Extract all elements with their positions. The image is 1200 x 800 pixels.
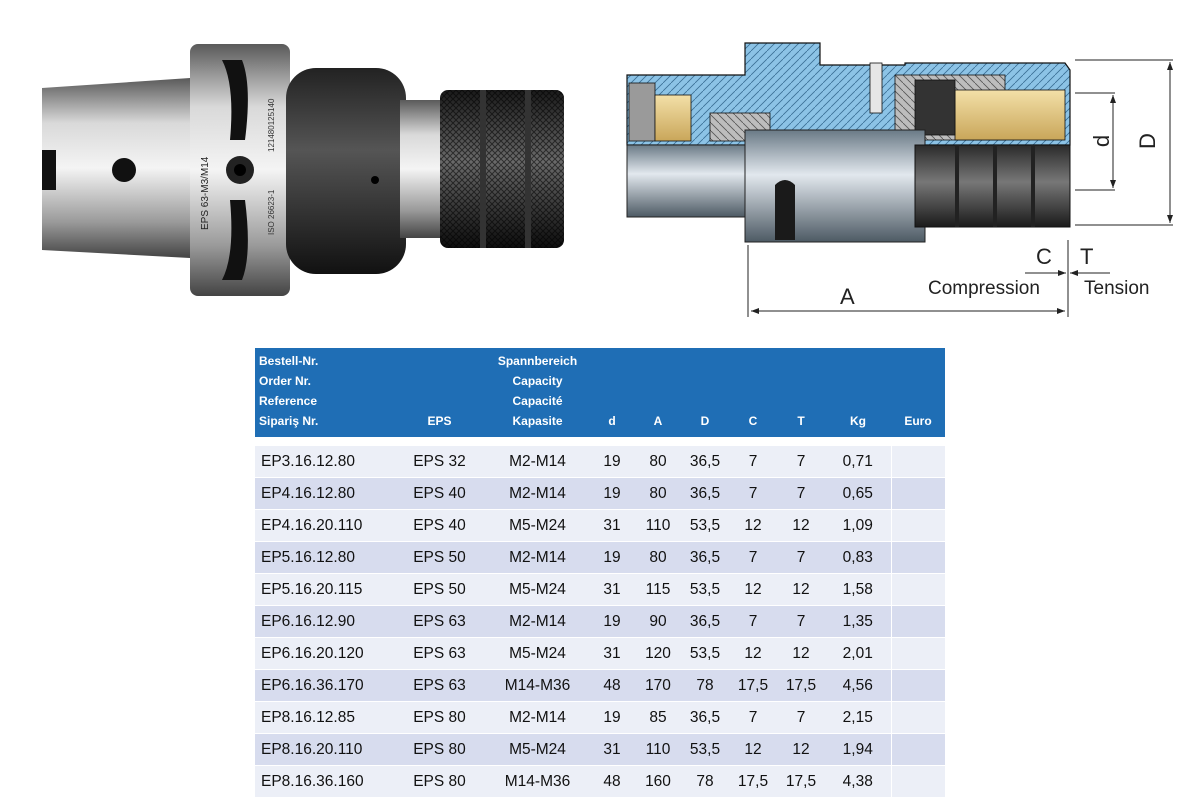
table-row: [255, 702, 945, 734]
d-cell: 31: [589, 510, 635, 542]
t-cell: 12: [777, 734, 825, 766]
order-cell: EP8.16.36.160: [255, 766, 393, 798]
d-cell: 19: [589, 478, 635, 510]
c-cell: 7: [729, 542, 777, 574]
order-cell: EP8.16.12.85: [255, 702, 393, 734]
c-cell: 12: [729, 734, 777, 766]
order-cell: EP6.16.20.120: [255, 638, 393, 670]
eps-cell: EPS 63: [393, 638, 486, 670]
kg-cell: 0,71: [825, 446, 891, 478]
table-row: [255, 766, 945, 798]
t-cell: 17,5: [777, 670, 825, 702]
dim-label-d-small: d: [1089, 134, 1115, 148]
euro-cell: [891, 446, 945, 478]
euro-cell: [891, 510, 945, 542]
a-cell: 115: [635, 574, 681, 606]
d-cell: 48: [589, 766, 635, 798]
order-cell: EP5.16.12.80: [255, 542, 393, 574]
eps-cell: EPS 63: [393, 606, 486, 638]
kg-cell: 1,94: [825, 734, 891, 766]
header-d: d: [589, 348, 635, 437]
d-cell: 19: [589, 446, 635, 478]
product-photo: [30, 30, 590, 310]
capacity-cell: M2-M14: [486, 606, 589, 638]
header-order-nr: [255, 348, 393, 437]
euro-cell: [891, 606, 945, 638]
t-cell: 7: [777, 542, 825, 574]
capacity-cell: M5-M24: [486, 510, 589, 542]
capacity-cell: M14-M36: [486, 670, 589, 702]
kg-cell: 0,83: [825, 542, 891, 574]
a-cell: 160: [635, 766, 681, 798]
capacity-cell: M2-M14: [486, 478, 589, 510]
header-capacity: [486, 348, 589, 437]
t-cell: 7: [777, 446, 825, 478]
big-d-cell: 53,5: [681, 574, 729, 606]
order-cell: EP8.16.20.110: [255, 734, 393, 766]
t-cell: 12: [777, 510, 825, 542]
euro-cell: [891, 702, 945, 734]
d-cell: 48: [589, 670, 635, 702]
kg-cell: 2,15: [825, 702, 891, 734]
euro-cell: [891, 478, 945, 510]
c-cell: 7: [729, 702, 777, 734]
t-cell: 12: [777, 638, 825, 670]
table-row: [255, 734, 945, 766]
kg-cell: 1,58: [825, 574, 891, 606]
eps-cell: EPS 50: [393, 574, 486, 606]
big-d-cell: 53,5: [681, 734, 729, 766]
big-d-cell: 36,5: [681, 446, 729, 478]
capacity-cell: M2-M14: [486, 446, 589, 478]
c-cell: 12: [729, 574, 777, 606]
product-table: [255, 348, 945, 798]
capacity-cell: M2-M14: [486, 702, 589, 734]
big-d-cell: 53,5: [681, 510, 729, 542]
c-cell: 7: [729, 446, 777, 478]
t-cell: 7: [777, 702, 825, 734]
order-cell: EP6.16.36.170: [255, 670, 393, 702]
header-big-d: D: [681, 348, 729, 437]
c-cell: 12: [729, 638, 777, 670]
order-cell: EP5.16.20.115: [255, 574, 393, 606]
table-row: [255, 510, 945, 542]
engraving-serial: 121480125140: [267, 98, 276, 152]
header-euro: Euro: [891, 348, 945, 437]
a-cell: 120: [635, 638, 681, 670]
a-cell: 80: [635, 446, 681, 478]
d-cell: 19: [589, 542, 635, 574]
d-cell: 31: [589, 734, 635, 766]
a-cell: 85: [635, 702, 681, 734]
d-cell: 31: [589, 574, 635, 606]
euro-cell: [891, 670, 945, 702]
label-tension: Tension: [1084, 278, 1150, 299]
header-order-line-de: Bestell-Nr.: [259, 354, 319, 368]
kg-cell: 1,09: [825, 510, 891, 542]
eps-cell: EPS 63: [393, 670, 486, 702]
table-row: [255, 542, 945, 574]
table-spacer: [255, 437, 945, 446]
euro-cell: [891, 542, 945, 574]
dim-label-d-large: D: [1134, 133, 1160, 149]
header-capacity-line-fr: Capacité: [512, 394, 563, 408]
header-a: A: [635, 348, 681, 437]
table-row: [255, 606, 945, 638]
euro-cell: [891, 638, 945, 670]
dim-label-a: A: [840, 284, 855, 309]
capacity-cell: M5-M24: [486, 734, 589, 766]
kg-cell: 2,01: [825, 638, 891, 670]
kg-cell: 4,56: [825, 670, 891, 702]
table-row: [255, 574, 945, 606]
order-cell: EP4.16.20.110: [255, 510, 393, 542]
t-cell: 7: [777, 606, 825, 638]
big-d-cell: 36,5: [681, 702, 729, 734]
kg-cell: 0,65: [825, 478, 891, 510]
header-order-line-fr: Reference: [259, 394, 318, 408]
c-cell: 7: [729, 478, 777, 510]
c-cell: 17,5: [729, 766, 777, 798]
header-c: C: [729, 348, 777, 437]
d-cell: 31: [589, 638, 635, 670]
a-cell: 80: [635, 542, 681, 574]
euro-cell: [891, 574, 945, 606]
table-spacer-cell: [255, 437, 945, 446]
c-cell: 12: [729, 510, 777, 542]
capacity-cell: M14-M36: [486, 766, 589, 798]
eps-cell: EPS 80: [393, 766, 486, 798]
big-d-cell: 53,5: [681, 638, 729, 670]
eps-cell: EPS 80: [393, 702, 486, 734]
order-cell: EP4.16.12.80: [255, 478, 393, 510]
a-cell: 90: [635, 606, 681, 638]
table-row: [255, 670, 945, 702]
header-kg: Kg: [825, 348, 891, 437]
big-d-cell: 36,5: [681, 606, 729, 638]
header-t: T: [777, 348, 825, 437]
table-row: [255, 478, 945, 510]
engraving-type: EPS 63-M3/M14: [200, 156, 211, 230]
c-cell: 17,5: [729, 670, 777, 702]
d-cell: 19: [589, 606, 635, 638]
header-order-line-tr: Sipariş Nr.: [259, 414, 319, 428]
a-cell: 170: [635, 670, 681, 702]
dim-label-c: C: [1036, 244, 1052, 269]
table-row: [255, 446, 945, 478]
big-d-cell: 36,5: [681, 542, 729, 574]
dim-label-t: T: [1080, 244, 1094, 269]
capacity-cell: M2-M14: [486, 542, 589, 574]
eps-cell: EPS 80: [393, 734, 486, 766]
t-cell: 7: [777, 478, 825, 510]
header-capacity-line-en: Capacity: [512, 374, 563, 388]
capacity-cell: M5-M24: [486, 638, 589, 670]
eps-cell: EPS 40: [393, 510, 486, 542]
order-cell: EP6.16.12.90: [255, 606, 393, 638]
eps-cell: EPS 40: [393, 478, 486, 510]
a-cell: 110: [635, 734, 681, 766]
t-cell: 17,5: [777, 766, 825, 798]
big-d-cell: 78: [681, 670, 729, 702]
header-capacity-line-de: Spannbereich: [497, 354, 578, 368]
header-order-line-en: Order Nr.: [259, 374, 312, 388]
capacity-cell: M5-M24: [486, 574, 589, 606]
c-cell: 7: [729, 606, 777, 638]
header-capacity-line-tr: Kapasite: [512, 414, 563, 428]
t-cell: 12: [777, 574, 825, 606]
table-body: [255, 437, 945, 798]
kg-cell: 4,38: [825, 766, 891, 798]
a-cell: 110: [635, 510, 681, 542]
order-cell: EP3.16.12.80: [255, 446, 393, 478]
header-eps: EPS: [393, 348, 486, 437]
big-d-cell: 36,5: [681, 478, 729, 510]
d-cell: 19: [589, 702, 635, 734]
table-row: [255, 638, 945, 670]
table-header-row: [255, 348, 945, 437]
label-compression: Compression: [928, 278, 1040, 299]
kg-cell: 1,35: [825, 606, 891, 638]
engraving-iso: ISO 26623-1: [267, 189, 276, 235]
eps-cell: EPS 50: [393, 542, 486, 574]
euro-cell: [891, 766, 945, 798]
euro-cell: [891, 734, 945, 766]
a-cell: 80: [635, 478, 681, 510]
eps-cell: EPS 32: [393, 446, 486, 478]
big-d-cell: 78: [681, 766, 729, 798]
